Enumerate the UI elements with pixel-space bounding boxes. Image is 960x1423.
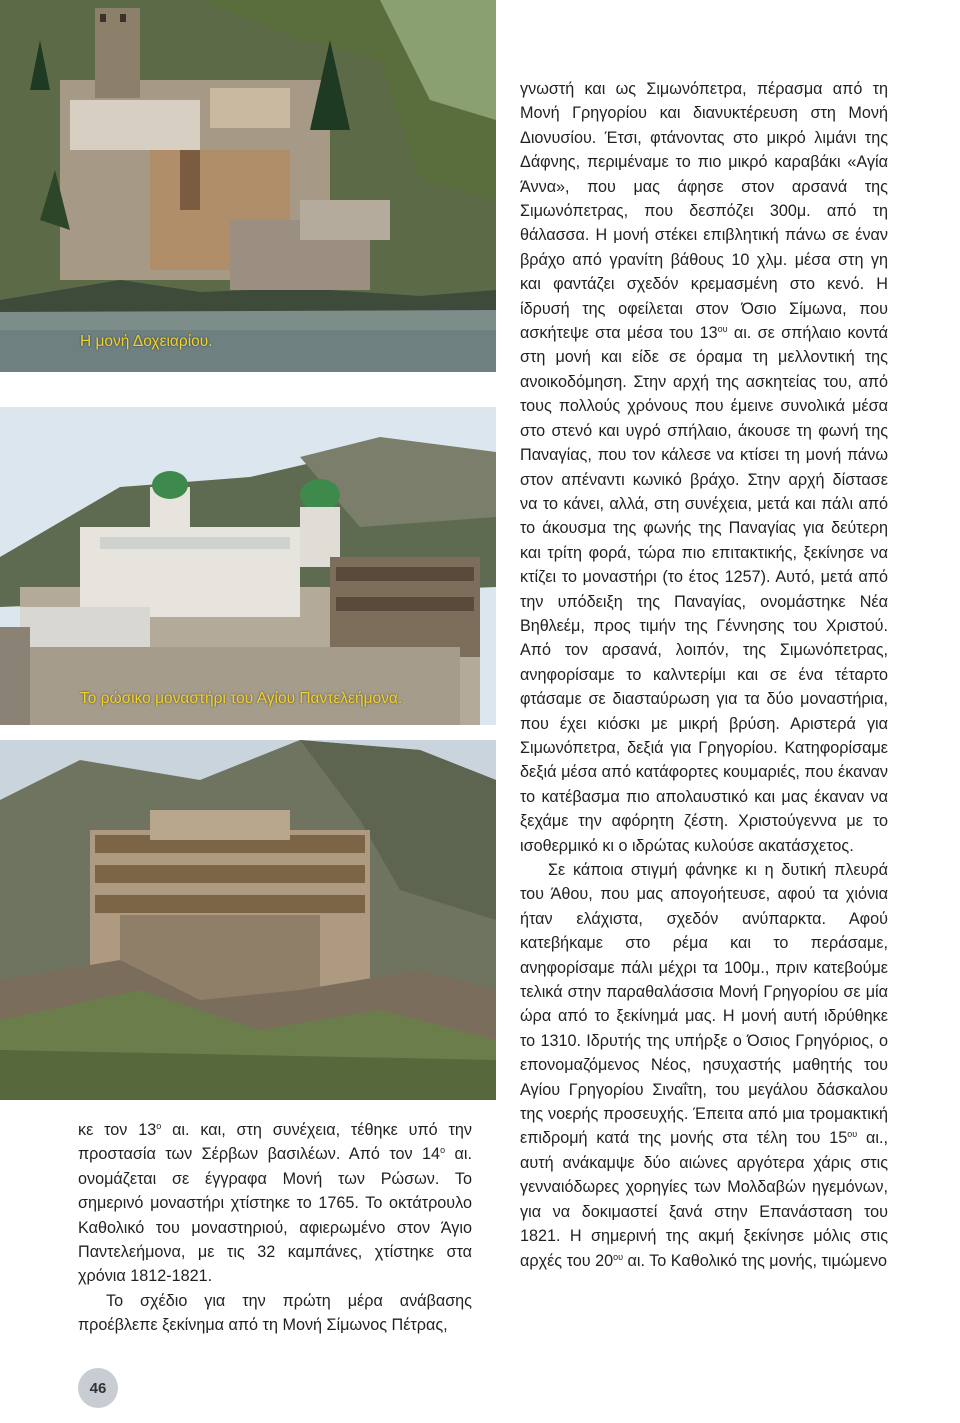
caption-panteleimon: Το ρώσικο μοναστήρι του Αγίου Παντελεήμονα. <box>80 690 403 707</box>
page-number-badge: 46 <box>78 1368 118 1408</box>
left-paragraph-2: Το σχέδιο για την πρώτη μέρα ανάβασης προέβλεπε ξεκίνημα από τη Μονή Σίμωνος Πέτρας, <box>78 1291 472 1335</box>
left-paragraph-1: κε τον $13^o$ αι. και, στη συνέχεια, τέθηκε υπό την προστασία των Σέρβων βασιλέων. Από τον $14^o$ αι. ονομάζεται σε έγγραφα Μονή των Ρώσων. Το σημερινό μοναστήρι χτίστηκε το 1765. Το οκτάτρουλο Καθολικό του μοναστηριού, αφιερωμένο στον Άγιο Παντελεήμονα, με τις 32 καμπάνες, χτίστηκε στα χρόνια 1812-1821. <box>78 1121 472 1286</box>
left-text-column <box>78 1118 472 1338</box>
right-text-column <box>520 77 888 1273</box>
caption-dochiariou: Η μονή Δοχειαρίου. <box>80 333 213 350</box>
panteleimon-monastery-photo <box>0 407 496 725</box>
right-paragraph-2: Σε κάποια στιγμή φάνηκε κι η δυτική πλευρά του Άθου, που μας απογοήτευσε, αφού τα χιόνια ήταν ελάχιστα, σχεδόν ανύπαρκτα. Αφού κατεβήκαμε στο ρέμα και το περάσαμε, ανηφορίσαμε πάλι μέχρι τα 100μ., πριν κατεβούμε τελικά στην παραθαλάσσια Μονή Γρηγορίου σε μία ώρα από το ξεκίνημά μας. Η μονή αυτή ιδρύθηκε το 1310. Ιδρυτής της υπήρξε ο Όσιος Γρηγόριος, ο επονομαζόμενος Νέος, ησυχαστής μαθητής του Αγίου Γρηγορίου Σιναΐτη, του μεγάλου δάσκαλου της νοερής προσευχής. Έπειτα από μια τρομακτική επιδρομή κατά της μονής στα τέλη του $15^{o\upsilon}$ αι., αυτή ανάκαμψε δύο αιώνες αργότερα χάρις στις γενναιόδωρες χορηγίες των Μολδαβών ηγεμόνων, για να δοκιμαστεί ξανά στην Επανάσταση του 1821. Η σημερινή της ακμή ξεκίνησε μόλις στις αρχές του $20^{o\upsilon}$ αι. Το Καθολικό της μονής, τιμώμενο <box>520 861 888 1270</box>
dochiariou-monastery-photo <box>0 0 496 372</box>
simonopetra-monastery-photo <box>0 740 496 1100</box>
right-paragraph-1: γνωστή και ως Σιμωνόπετρα, πέρασμα από τη Μονή Γρηγορίου και διανυκτέρευση στη Μονή Διονυσίου. Έτσι, φτάνοντας στο μικρό λιμάνι της Δάφνης, περιμέναμε το πιο μικρό καραβάκι «Αγία Άννα», που μας άφησε στον αρσανά της Σιμωνόπετρας, που δεσπόζει 300μ. από τη θάλασσα. Η μονή στέκει επιβλητική πάνω σε έναν βράχο από γρανίτη βάθους 10 χλμ. μέσα στη γη και φαντάζει σχεδόν κρεμασμένη στο κενό. Η ίδρυσή της οφείλεται στον Όσιο Σίμωνα, που ασκήτεψε στα μέσα του $13^{o\upsilon}$ αι. σε σπήλαιο κοντά στη μονή και είδε σε όραμα τη μελλοντική της ανοικοδόμηση. Στην αρχή της ασκητείας του, από τους πολλούς χρόνους που έμεινε συνολικά μέσα στο στενό και υγρό σπήλαιο, άκουσε τη φωνή της Παναγίας, που τον κάλεσε να κτίσει τη μονή πάνω στον απέναντι κωνικό βράχο. Στην αρχή δίστασε να το κάνει, αλλά, στη συνέχεια, μετά και πάλι από το άκουσμα της φωνής της Παναγίας για δεύτερη και τρίτη φορά, τώρα πιο επιτακτικής, ξεκίνησε να κτίζει το μοναστήρι (το έτος 1257). Αυτό, μετά από την υπόδειξη της Παναγίας, ονομάστηκε Νέα Βηθλεέμ, προς τιμήν της Γέννησης του Χριστού. Από τον αρσανά, λοιπόν, της Σιμωνόπετρας, ανηφορίσαμε το καλντερίμι και σε ένα τέταρτο φτάσαμε σε διασταύρωση για τα δύο μοναστήρια, που έχει κιόσκι με μικρή βρύση. Αριστερά για Σιμωνόπετρα, δεξιά για Γρηγορίου. Κατηφορίσαμε δεξιά μέσα από κατάφορτες κουμαριές, που έκαναν το κατέβασμα πιο απολαυστικό και μας έκαναν να ξεχάμε την αφόρητη ζέστη. Χριστούγεννα με το ισοθερμικό κι ο ιδρώτας κυλούσε ακατάσχετος. <box>520 80 888 855</box>
